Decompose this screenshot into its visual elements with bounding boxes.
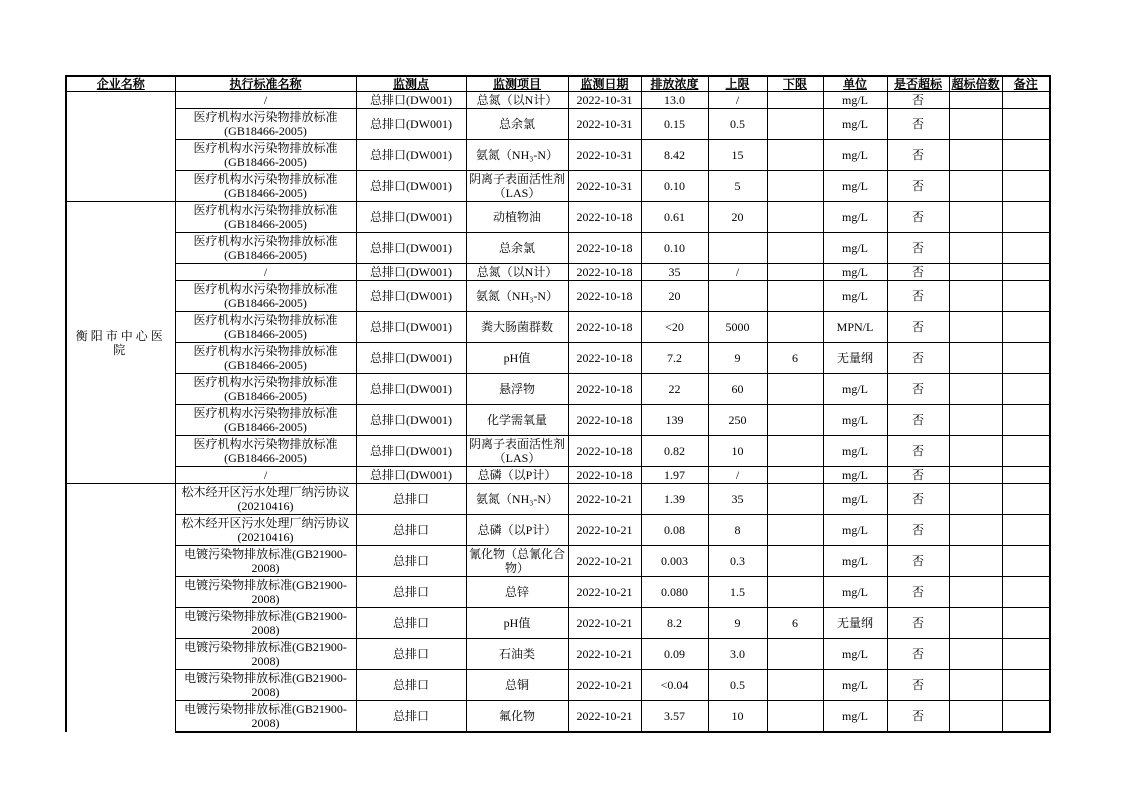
cell-concentration: 0.61 [641,202,708,233]
cell-remark [1002,343,1050,374]
cell-exceeded: 否 [887,171,949,202]
cell-upper-limit: 35 [708,484,767,515]
cell-unit: mg/L [823,515,887,546]
cell-exceed-multiple [949,436,1002,467]
cell-standard: 医疗机构水污染物排放标准(GB18466-2005) [175,109,356,140]
cell-concentration: <20 [641,312,708,343]
cell-date: 2022-10-31 [568,92,641,109]
cell-point: 总排口(DW001) [356,343,466,374]
cell-concentration: 0.080 [641,577,708,608]
cell-exceed-multiple [949,140,1002,171]
cell-remark [1002,577,1050,608]
cell-item: 悬浮物 [466,374,568,405]
cell-lower-limit [767,515,823,546]
cell-concentration: 0.15 [641,109,708,140]
cell-date: 2022-10-18 [568,405,641,436]
cell-upper-limit: 9 [708,343,767,374]
cell-lower-limit [767,281,823,312]
cell-exceeded: 否 [887,109,949,140]
cell-lower-limit [767,701,823,733]
cell-date: 2022-10-18 [568,312,641,343]
cell-standard: / [175,264,356,281]
cell-exceeded: 否 [887,701,949,733]
cell-point: 总排口(DW001) [356,171,466,202]
table-row [66,515,1050,546]
cell-exceed-multiple [949,171,1002,202]
cell-concentration: 35 [641,264,708,281]
cell-remark [1002,405,1050,436]
cell-exceed-multiple [949,312,1002,343]
cell-exceeded: 否 [887,264,949,281]
cell-point: 总排口(DW001) [356,436,466,467]
cell-upper-limit: 5 [708,171,767,202]
col-header-unit: 单位 [823,76,887,92]
cell-point: 总排口 [356,546,466,577]
cell-concentration: 0.003 [641,546,708,577]
cell-item: 总余氯 [466,109,568,140]
cell-point: 总排口(DW001) [356,140,466,171]
cell-item: 总氮（以N计） [466,264,568,281]
cell-item: 动植物油 [466,202,568,233]
cell-lower-limit [767,577,823,608]
table-row [66,608,1050,639]
cell-item: 总锌 [466,577,568,608]
cell-item: 化学需氧量 [466,405,568,436]
cell-exceed-multiple [949,343,1002,374]
cell-upper-limit: 10 [708,436,767,467]
cell-lower-limit [767,92,823,109]
cell-exceeded: 否 [887,515,949,546]
cell-point: 总排口 [356,639,466,670]
cell-date: 2022-10-18 [568,202,641,233]
cell-concentration: 7.2 [641,343,708,374]
cell-unit: mg/L [823,639,887,670]
cell-standard: 电镀污染物排放标准(GB21900-2008) [175,608,356,639]
cell-item: 总氮（以N计） [466,92,568,109]
table-row [66,312,1050,343]
col-header-standard: 执行标准名称 [175,76,356,92]
col-header-item: 监测项目 [466,76,568,92]
cell-unit: mg/L [823,109,887,140]
cell-upper-limit: 60 [708,374,767,405]
cell-exceeded: 否 [887,405,949,436]
cell-exceed-multiple [949,639,1002,670]
cell-remark [1002,140,1050,171]
table-row [66,467,1050,484]
cell-point: 总排口(DW001) [356,264,466,281]
cell-concentration: 20 [641,281,708,312]
cell-concentration: 1.39 [641,484,708,515]
cell-point: 总排口 [356,608,466,639]
cell-exceed-multiple [949,264,1002,281]
cell-concentration: 0.09 [641,639,708,670]
cell-upper-limit: 0.3 [708,546,767,577]
cell-unit: MPN/L [823,312,887,343]
cell-unit: mg/L [823,202,887,233]
cell-upper-limit: 0.5 [708,670,767,701]
col-header-enterprise: 企业名称 [66,76,175,92]
monitoring-table [65,75,1051,733]
cell-item: 总余氯 [466,233,568,264]
cell-item: 氨氮（NH₃-N） [466,484,568,515]
cell-exceed-multiple [949,467,1002,484]
cell-exceed-multiple [949,670,1002,701]
cell-point: 总排口(DW001) [356,374,466,405]
cell-concentration: 1.97 [641,467,708,484]
cell-remark [1002,92,1050,109]
cell-exceeded: 否 [887,436,949,467]
cell-item: pH值 [466,343,568,374]
enterprise-name-cell: 衡阳市中心医院 [66,202,175,484]
cell-exceeded: 否 [887,467,949,484]
cell-remark [1002,281,1050,312]
table-row [66,639,1050,670]
cell-point: 总排口(DW001) [356,312,466,343]
cell-exceeded: 否 [887,312,949,343]
cell-item: pH值 [466,608,568,639]
cell-date: 2022-10-21 [568,484,641,515]
cell-date: 2022-10-18 [568,264,641,281]
cell-exceed-multiple [949,405,1002,436]
cell-point: 总排口 [356,484,466,515]
cell-unit: mg/L [823,467,887,484]
cell-point: 总排口(DW001) [356,202,466,233]
cell-lower-limit [767,202,823,233]
cell-item: 氰化物（总氰化合物） [466,546,568,577]
cell-date: 2022-10-18 [568,436,641,467]
table-row [66,343,1050,374]
cell-remark [1002,436,1050,467]
cell-item: 氨氮（NH₃-N） [466,140,568,171]
cell-standard: 医疗机构水污染物排放标准(GB18466-2005) [175,140,356,171]
cell-exceed-multiple [949,546,1002,577]
cell-upper-limit: 8 [708,515,767,546]
cell-lower-limit [767,312,823,343]
cell-concentration: 22 [641,374,708,405]
cell-date: 2022-10-21 [568,546,641,577]
cell-standard: 医疗机构水污染物排放标准(GB18466-2005) [175,405,356,436]
cell-unit: mg/L [823,281,887,312]
cell-remark [1002,701,1050,733]
cell-exceed-multiple [949,202,1002,233]
cell-exceed-multiple [949,233,1002,264]
cell-remark [1002,639,1050,670]
cell-lower-limit [767,436,823,467]
col-header-upper-limit: 上限 [708,76,767,92]
table-row [66,701,1050,733]
table-row [66,281,1050,312]
cell-lower-limit: 6 [767,608,823,639]
cell-date: 2022-10-18 [568,281,641,312]
cell-standard: / [175,467,356,484]
cell-exceed-multiple [949,281,1002,312]
cell-exceed-multiple [949,701,1002,733]
cell-unit: mg/L [823,546,887,577]
cell-lower-limit [767,264,823,281]
cell-upper-limit: / [708,264,767,281]
cell-exceed-multiple [949,484,1002,515]
cell-unit: mg/L [823,577,887,608]
cell-exceeded: 否 [887,374,949,405]
cell-exceeded: 否 [887,546,949,577]
cell-upper-limit: 15 [708,140,767,171]
table-row [66,264,1050,281]
col-header-exceeded: 是否超标 [887,76,949,92]
cell-remark [1002,233,1050,264]
cell-remark [1002,312,1050,343]
cell-unit: mg/L [823,374,887,405]
cell-upper-limit: 9 [708,608,767,639]
enterprise-name-cell [66,484,175,733]
cell-remark [1002,264,1050,281]
cell-standard: 医疗机构水污染物排放标准(GB18466-2005) [175,343,356,374]
cell-standard: / [175,92,356,109]
cell-unit: mg/L [823,701,887,733]
cell-upper-limit [708,281,767,312]
cell-item: 总磷（以P计） [466,467,568,484]
cell-concentration: 8.42 [641,140,708,171]
cell-item: 阴离子表面活性剂（LAS） [466,436,568,467]
cell-date: 2022-10-21 [568,608,641,639]
cell-lower-limit [767,109,823,140]
cell-standard: 电镀污染物排放标准(GB21900-2008) [175,639,356,670]
cell-remark [1002,202,1050,233]
cell-lower-limit [767,467,823,484]
cell-date: 2022-10-31 [568,140,641,171]
cell-upper-limit: 3.0 [708,639,767,670]
cell-date: 2022-10-18 [568,374,641,405]
cell-standard: 电镀污染物排放标准(GB21900-2008) [175,670,356,701]
table-row [66,546,1050,577]
cell-standard: 医疗机构水污染物排放标准(GB18466-2005) [175,312,356,343]
cell-concentration: 0.10 [641,233,708,264]
table-row [66,109,1050,140]
cell-exceeded: 否 [887,670,949,701]
cell-item: 阴离子表面活性剂（LAS） [466,171,568,202]
cell-item: 氟化物 [466,701,568,733]
cell-lower-limit [767,374,823,405]
header-row [66,76,1050,92]
col-header-point: 监测点 [356,76,466,92]
cell-date: 2022-10-18 [568,343,641,374]
table-row [66,140,1050,171]
cell-point: 总排口(DW001) [356,92,466,109]
cell-exceeded: 否 [887,281,949,312]
cell-exceed-multiple [949,109,1002,140]
cell-exceed-multiple [949,577,1002,608]
col-header-date: 监测日期 [568,76,641,92]
table-row [66,92,1050,109]
cell-exceeded: 否 [887,202,949,233]
cell-concentration: 8.2 [641,608,708,639]
cell-remark [1002,171,1050,202]
cell-remark [1002,467,1050,484]
cell-upper-limit: 1.5 [708,577,767,608]
cell-date: 2022-10-21 [568,670,641,701]
cell-exceed-multiple [949,92,1002,109]
cell-point: 总排口(DW001) [356,109,466,140]
cell-exceeded: 否 [887,608,949,639]
cell-lower-limit [767,140,823,171]
cell-remark [1002,608,1050,639]
cell-remark [1002,670,1050,701]
cell-exceed-multiple [949,374,1002,405]
cell-unit: mg/L [823,484,887,515]
col-header-remark: 备注 [1002,76,1050,92]
table-row [66,405,1050,436]
cell-concentration: 0.82 [641,436,708,467]
cell-upper-limit: 0.5 [708,109,767,140]
cell-unit: mg/L [823,436,887,467]
cell-standard: 医疗机构水污染物排放标准(GB18466-2005) [175,233,356,264]
cell-unit: 无量纲 [823,608,887,639]
cell-exceed-multiple [949,608,1002,639]
cell-remark [1002,484,1050,515]
cell-lower-limit [767,405,823,436]
cell-unit: mg/L [823,264,887,281]
cell-standard: 松木经开区污水处理厂纳污协议(20210416) [175,484,356,515]
col-header-lower-limit: 下限 [767,76,823,92]
cell-point: 总排口(DW001) [356,233,466,264]
cell-unit: mg/L [823,670,887,701]
cell-item: 总磷（以P计） [466,515,568,546]
cell-item: 粪大肠菌群数 [466,312,568,343]
cell-exceeded: 否 [887,484,949,515]
cell-exceed-multiple [949,515,1002,546]
cell-standard: 松木经开区污水处理厂纳污协议(20210416) [175,515,356,546]
cell-upper-limit [708,233,767,264]
cell-exceeded: 否 [887,233,949,264]
cell-point: 总排口 [356,701,466,733]
cell-unit: mg/L [823,92,887,109]
cell-concentration: <0.04 [641,670,708,701]
col-header-concentration: 排放浓度 [641,76,708,92]
cell-exceeded: 否 [887,92,949,109]
cell-standard: 医疗机构水污染物排放标准(GB18466-2005) [175,202,356,233]
cell-standard: 医疗机构水污染物排放标准(GB18466-2005) [175,436,356,467]
cell-item: 石油类 [466,639,568,670]
cell-exceeded: 否 [887,639,949,670]
cell-point: 总排口(DW001) [356,467,466,484]
cell-unit: mg/L [823,405,887,436]
cell-date: 2022-10-21 [568,701,641,733]
cell-unit: 无量纲 [823,343,887,374]
cell-concentration: 0.08 [641,515,708,546]
table-row [66,171,1050,202]
cell-date: 2022-10-21 [568,639,641,670]
cell-exceeded: 否 [887,140,949,171]
cell-upper-limit: / [708,92,767,109]
cell-standard: 电镀污染物排放标准(GB21900-2008) [175,701,356,733]
table-row [66,484,1050,515]
cell-unit: mg/L [823,171,887,202]
table-row [66,577,1050,608]
cell-concentration: 0.10 [641,171,708,202]
cell-unit: mg/L [823,140,887,171]
cell-remark [1002,374,1050,405]
cell-upper-limit: 250 [708,405,767,436]
cell-standard: 医疗机构水污染物排放标准(GB18466-2005) [175,374,356,405]
cell-lower-limit [767,546,823,577]
cell-item: 氨氮（NH₃-N） [466,281,568,312]
cell-concentration: 3.57 [641,701,708,733]
cell-date: 2022-10-31 [568,171,641,202]
cell-lower-limit: 6 [767,343,823,374]
cell-concentration: 139 [641,405,708,436]
cell-concentration: 13.0 [641,92,708,109]
cell-exceeded: 否 [887,343,949,374]
cell-point: 总排口 [356,577,466,608]
cell-upper-limit: / [708,467,767,484]
cell-point: 总排口(DW001) [356,281,466,312]
cell-point: 总排口 [356,515,466,546]
cell-remark [1002,515,1050,546]
cell-unit: mg/L [823,233,887,264]
enterprise-name-cell [66,92,175,202]
cell-date: 2022-10-31 [568,109,641,140]
cell-lower-limit [767,171,823,202]
cell-lower-limit [767,670,823,701]
col-header-exceed-multiple: 超标倍数 [949,76,1002,92]
cell-standard: 电镀污染物排放标准(GB21900-2008) [175,577,356,608]
cell-upper-limit: 20 [708,202,767,233]
cell-lower-limit [767,484,823,515]
table-row [66,436,1050,467]
cell-lower-limit [767,639,823,670]
cell-lower-limit [767,233,823,264]
cell-point: 总排口 [356,670,466,701]
table-row [66,670,1050,701]
cell-standard: 医疗机构水污染物排放标准(GB18466-2005) [175,281,356,312]
cell-upper-limit: 10 [708,701,767,733]
cell-upper-limit: 5000 [708,312,767,343]
cell-remark [1002,109,1050,140]
cell-point: 总排口(DW001) [356,405,466,436]
table-row [66,202,1050,233]
cell-standard: 医疗机构水污染物排放标准(GB18466-2005) [175,171,356,202]
cell-date: 2022-10-18 [568,467,641,484]
table-row [66,233,1050,264]
cell-item: 总铜 [466,670,568,701]
cell-standard: 电镀污染物排放标准(GB21900-2008) [175,546,356,577]
cell-date: 2022-10-21 [568,515,641,546]
cell-exceeded: 否 [887,577,949,608]
cell-date: 2022-10-18 [568,233,641,264]
table-row [66,374,1050,405]
cell-remark [1002,546,1050,577]
cell-date: 2022-10-21 [568,577,641,608]
